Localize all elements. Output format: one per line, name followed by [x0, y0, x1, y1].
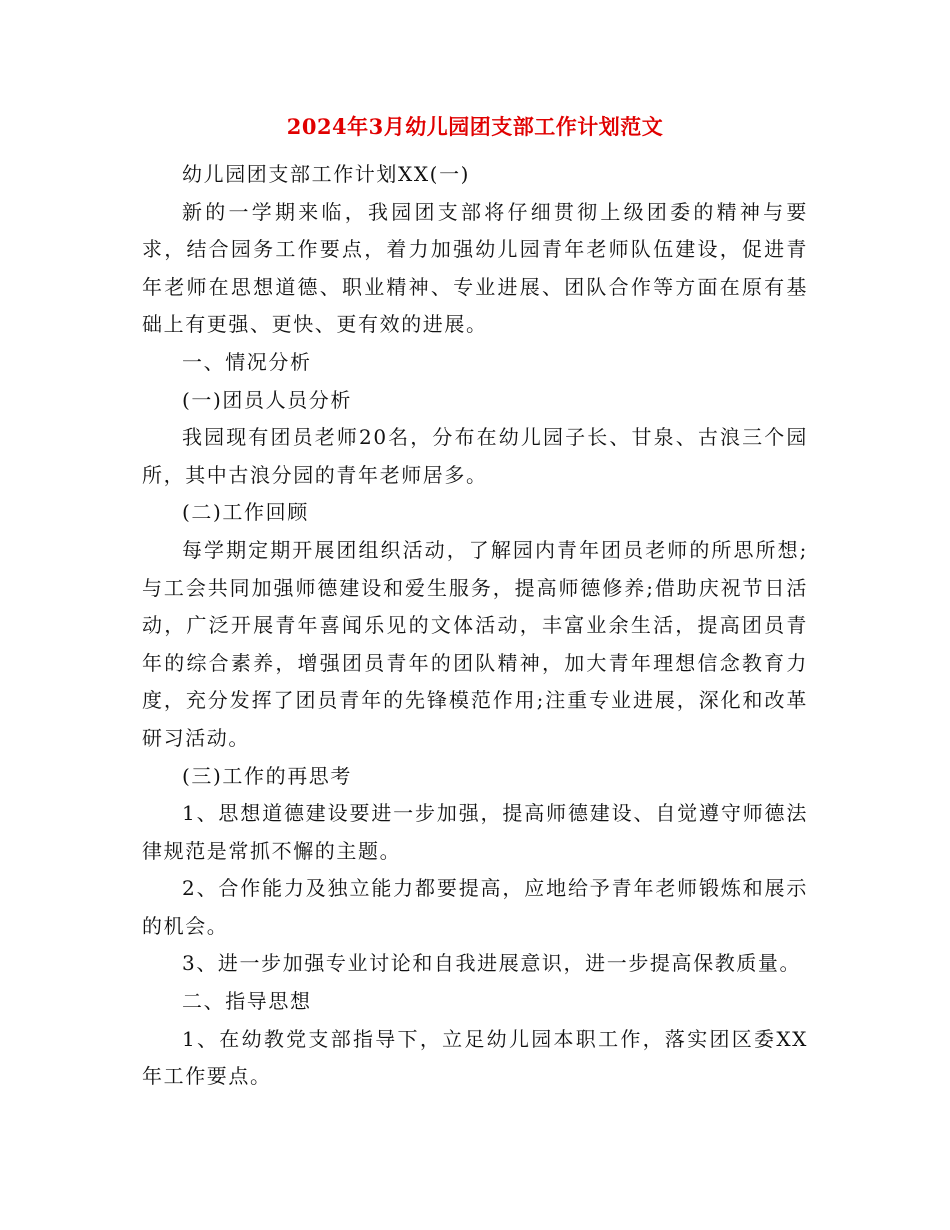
list-item-rethinking-1: 1、思想道德建设要进一步加强，提高师德建设、自觉遵守师德法律规范是常抓不懈的主题。 [142, 801, 808, 863]
subsection-heading-member-analysis: (一)团员人员分析 [182, 387, 353, 412]
paragraph-member-analysis: 我园现有团员老师20名，分布在幼儿园子长、甘泉、古浪三个园所，其中古浪分园的青年老师居多。 [142, 425, 808, 487]
document-title: 2024年3月幼儿园团支部工作计划范文 [286, 114, 664, 139]
paragraph-intro: 新的一学期来临，我园团支部将仔细贯彻上级团委的精神与要求，结合园务工作要点，着力加强幼儿园青年老师队伍建设，促进青年老师在思想道德、职业精神、专业进展、团队合作等方面在原有基础上有更强、更快、更有效的进展。 [142, 199, 808, 337]
paragraph-subtitle: 幼儿园团支部工作计划XX(一) [182, 162, 471, 186]
section-heading-guiding-ideology: 二、指导思想 [182, 989, 312, 1014]
list-item-rethinking-3: 3、进一步加强专业讨论和自我进展意识，进一步提高保教质量。 [182, 951, 802, 976]
list-item-rethinking-2: 2、合作能力及独立能力都要提高，应地给予青年老师锻炼和展示的机会。 [142, 876, 808, 938]
subsection-heading-work-review: (二)工作回顾 [182, 500, 309, 525]
subsection-heading-rethinking: (三)工作的再思考 [182, 763, 353, 788]
paragraph-work-review: 每学期定期开展团组织活动，了解园内青年团员老师的所思所想;与工会共同加强师德建设和爱生服务，提高师德修养;借助庆祝节日活动，广泛开展青年喜闻乐见的文体活动，丰富业余生活，提高团员青年的综合素养，增强团员青年的团队精神，加大青年理想信念教育力度，充分发挥了团员青年的先锋模范作用;注重专业进展，深化和改革研习活动。 [142, 537, 808, 750]
list-item-guiding-1: 1、在幼教党支部指导下，立足幼儿园本职工作，落实团区委XX年工作要点。 [142, 1026, 808, 1089]
document-body [142, 156, 808, 1096]
section-heading-situation-analysis: 一、情况分析 [182, 349, 312, 374]
